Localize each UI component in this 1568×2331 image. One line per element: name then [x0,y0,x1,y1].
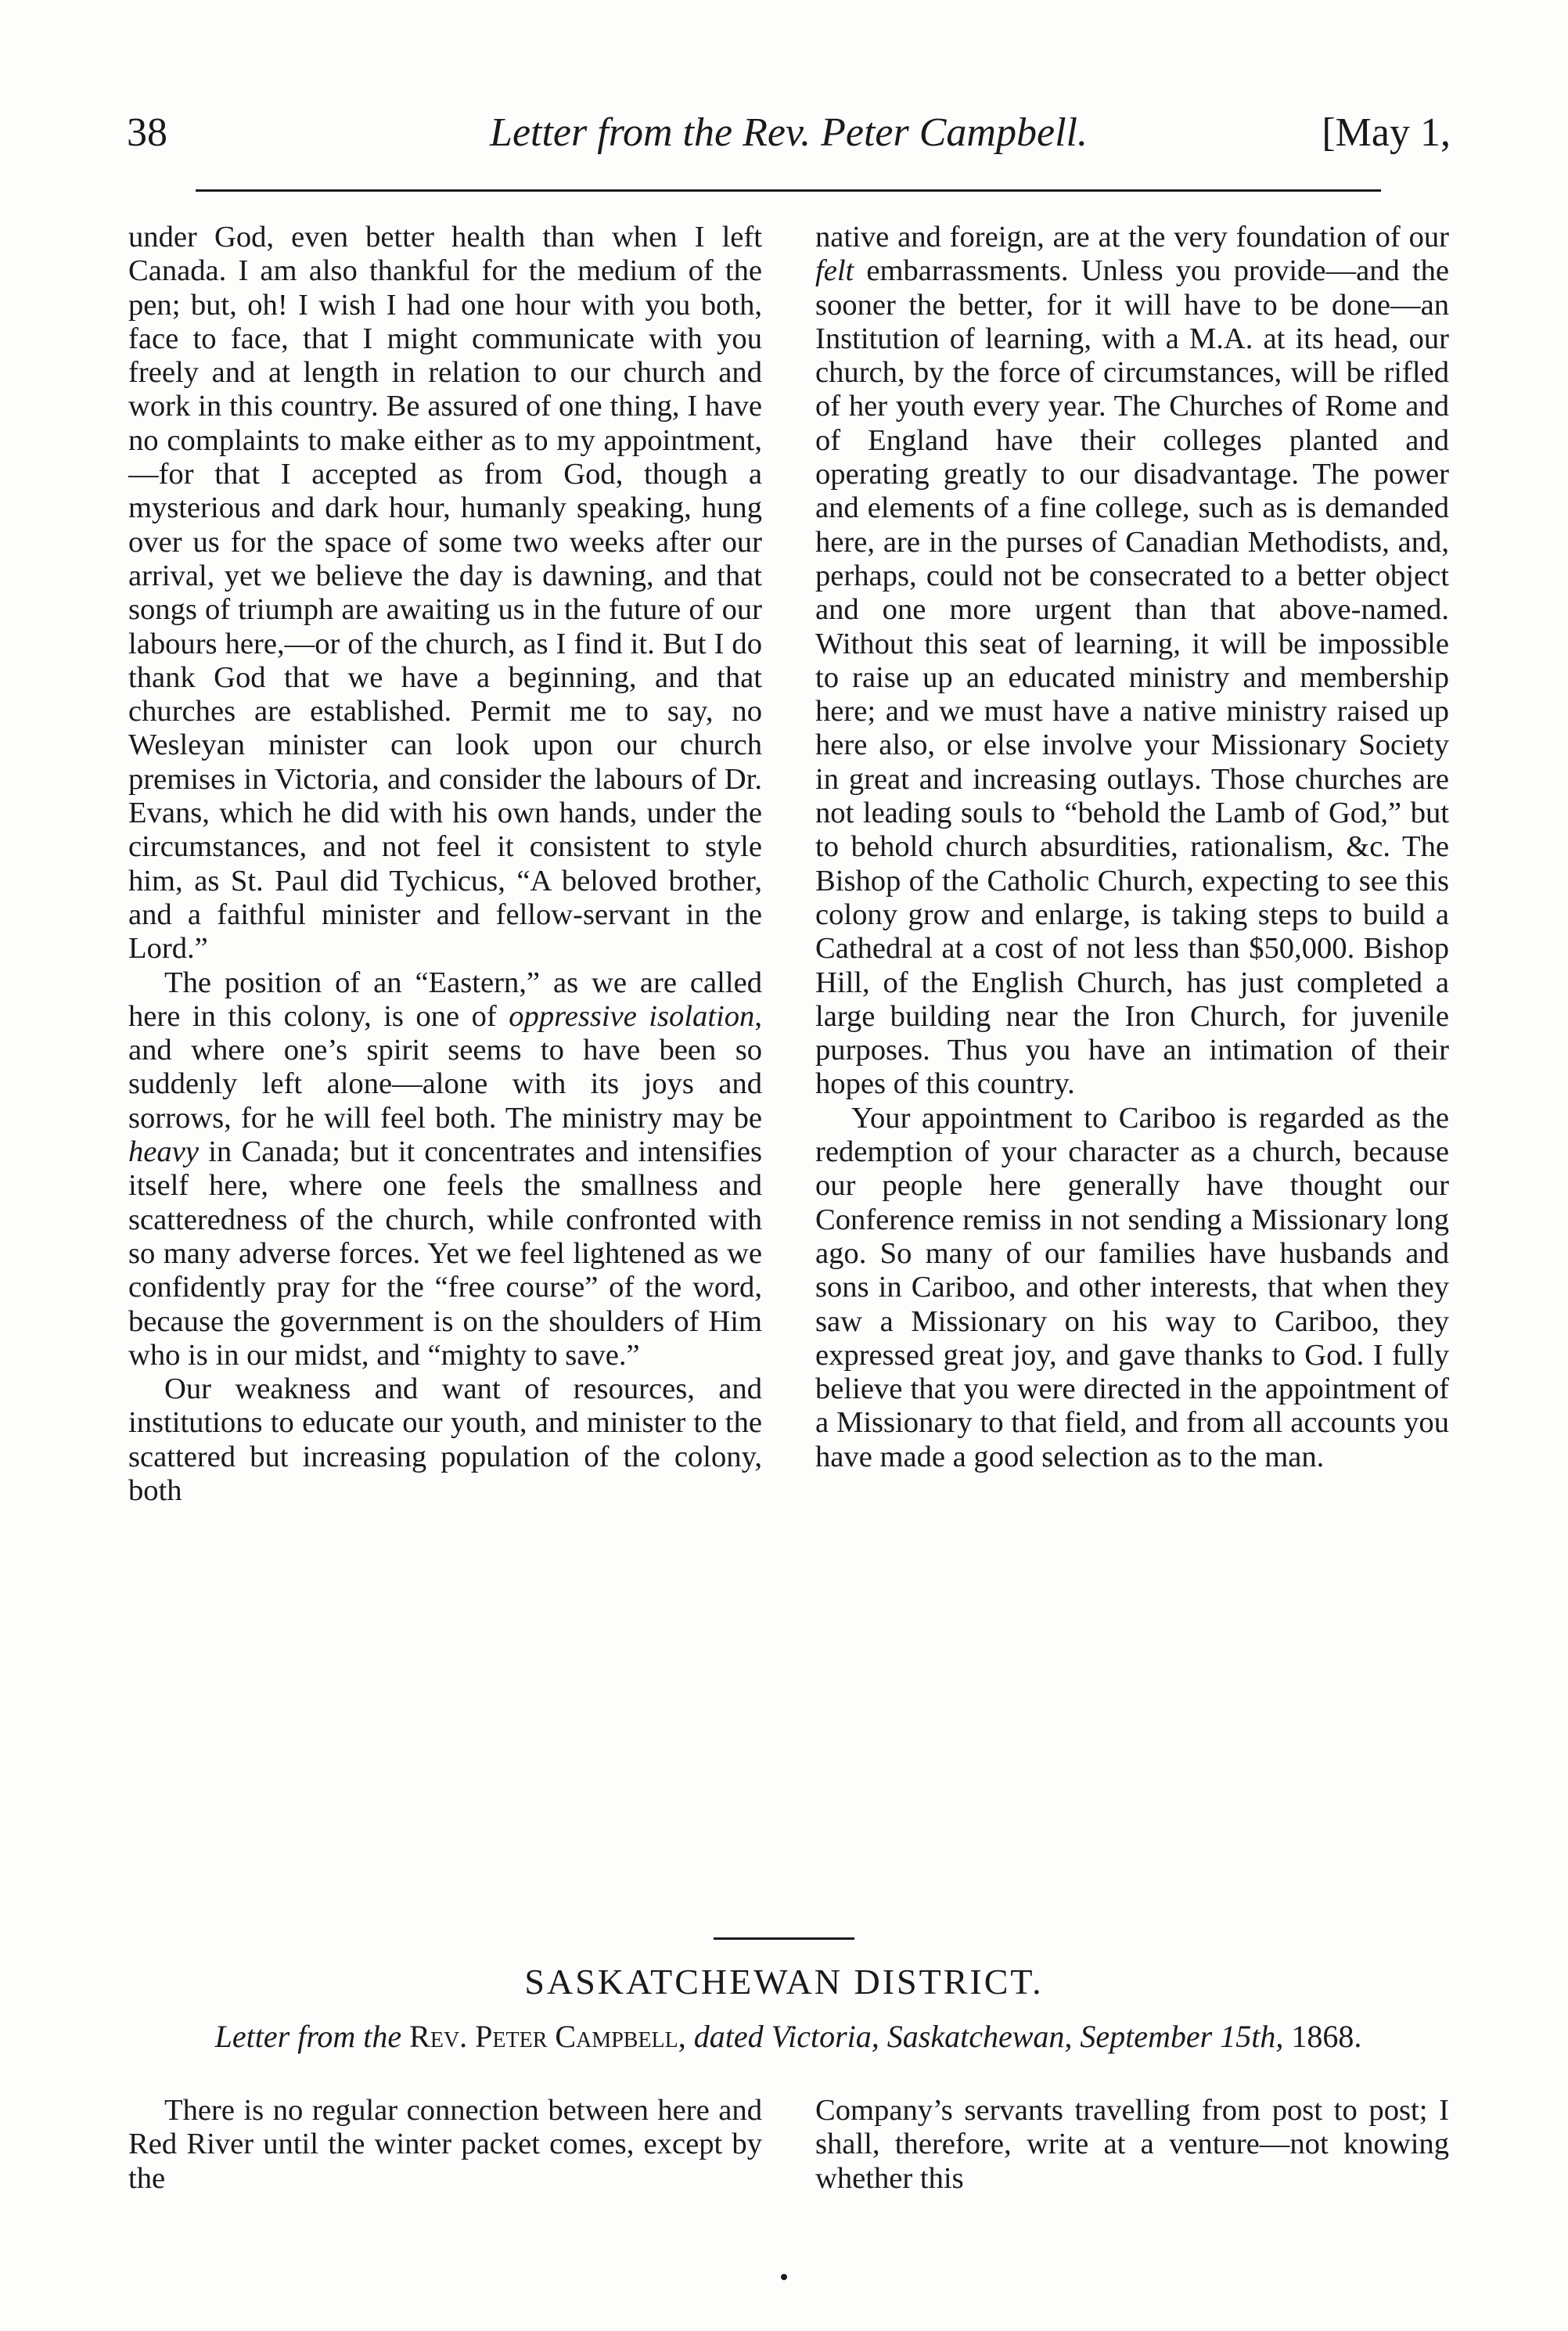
running-date: [May 1, [1322,110,1451,155]
italic-run: felt [815,254,854,288]
italic-run: oppressive isolation [509,999,755,1033]
right-column [815,2094,1449,2203]
page-number: 38 [127,110,167,155]
subhead-smallcaps: Rev. Peter Campbell, [409,2019,686,2054]
text-run: in Canada; but it concentrates and intensifies itself here, where one feels the smallness and scatteredness of the church, while confronted with so many adverse forces. Yet we feel lightened as we confidently pray for the “free course” of the word, because the government is on the shoulders of Him who is in our midst, and “mighty to save.” [128,1135,762,1372]
paragraph: Your appointment to Cariboo is regarded as the redemption of your character as a church, because our people here generally have thought our Conference remiss in not sending a Missionary long ago. So many of our families have husbands and sons in Cariboo, and other interests, that when they saw a Missionary on his way to Cariboo, they expressed great joy, and gave thanks to God. I fully believe that you were directed in the appointment of a Missionary to that field, and from all accounts you have made a good selection as to the man. [815,1101,1449,1473]
text-run: The position of an “Eastern,” as we are called here in this colony, is one of [128,966,762,1033]
paragraph: There is no regular connection between here and Red River until the winter packet comes, except by the [128,2094,762,2195]
subhead-italic: dated Victoria, Saskatchewan, September 15th, [685,2019,1284,2054]
left-column [128,2094,762,2203]
right-column [815,221,1449,1911]
paragraph: under God, even better health than when I left Canada. I am also thankful for the medium of the pen; but, oh! I wish I had one hour with you both, face to face, that I might communicate with you freely and at length in relation to our church and work in this country. Be assured of one thing, I have no complaints to make either as to my appointment,—for that I accepted as from God, though a mysterious and dark hour, humanly speaking, hung over us for the space of some two weeks after our arrival, yet we believe the day is dawning, and that songs of triumph are awaiting us in the future of our labours here,—or of the church, as I find it. But I do thank God that we have a beginning, and that churches are established. Permit me to say, no Wesleyan minister can look upon our church premises in Victoria, and consider the labours of Dr. Evans, which he did with his own hands, under the circumstances, and not feel it consistent to style him, as St. Paul did Tychicus, “A beloved brother, and a faithful minister and fellow-servant in the Lord.” [128,221,762,966]
paragraph: Company’s servants travelling from post to post; I shall, therefore, write at a venture—not knowing whether this [815,2094,1449,2195]
printer-mark [781,2274,787,2280]
paragraph [815,221,1449,1102]
text-run: embarrassments. Unless you provide—and the sooner the better, for it will have to be done—an Institution of learning, with a M.A. at its head, our church, by the force of circumstances, will be rifled of her youth every year. The Churches of Rome and of England have their colleges planted and operating greatly to our disadvantage. The power and elements of a fine college, such as is demanded here, are in the purses of Canadian Methodists, and, perhaps, could not be consecrated to a better object and one more urgent than that above-named. Without this seat of learning, it will be impossible to raise up an educated ministry and membership here; and we must have a native ministry raised up here also, or else involve your Missionary Society in great and increasing outlays. Those churches are not leading souls to “behold the Lamb of God,” but to behold church absurdities, rationalism, &c. The Bishop of the Catholic Church, expecting to see this colony grow and enlarge, is taking steps to build a Cathedral at a cost of not less than $50,000. Bishop Hill, of the English Church, has just completed a large building near the Iron Church, for juvenile purposes. Thus you have an intimation of their hopes of this country. [815,254,1449,1101]
subhead-year: 1868. [1283,2019,1362,2054]
text-run: , and where one’s spirit seems to have been so suddenly left alone—alone with its joys and sorrows, for he will feel both. The ministry may be [128,999,762,1135]
left-column [128,221,762,1911]
page-header [127,110,1451,172]
paragraph [128,966,762,1373]
section-title: SASKATCHEWAN DISTRICT. [524,1962,1044,2002]
section-columns [128,2094,1449,2203]
subhead-italic: Letter from the [214,2019,410,2054]
paragraph: Our weakness and want of resources, and institutions to educate our youth, and minister to the scattered but increasing population of the colony, both [128,1372,762,1507]
italic-run: heavy [128,1135,199,1169]
section-rule [714,1937,854,1940]
body-columns [128,221,1449,1911]
letter-subheading [196,2019,1381,2054]
running-title: Letter from the Rev. Peter Campbell. [490,110,1088,155]
header-rule [196,189,1381,192]
text-run: native and foreign, are at the very foundation of our [815,221,1449,254]
